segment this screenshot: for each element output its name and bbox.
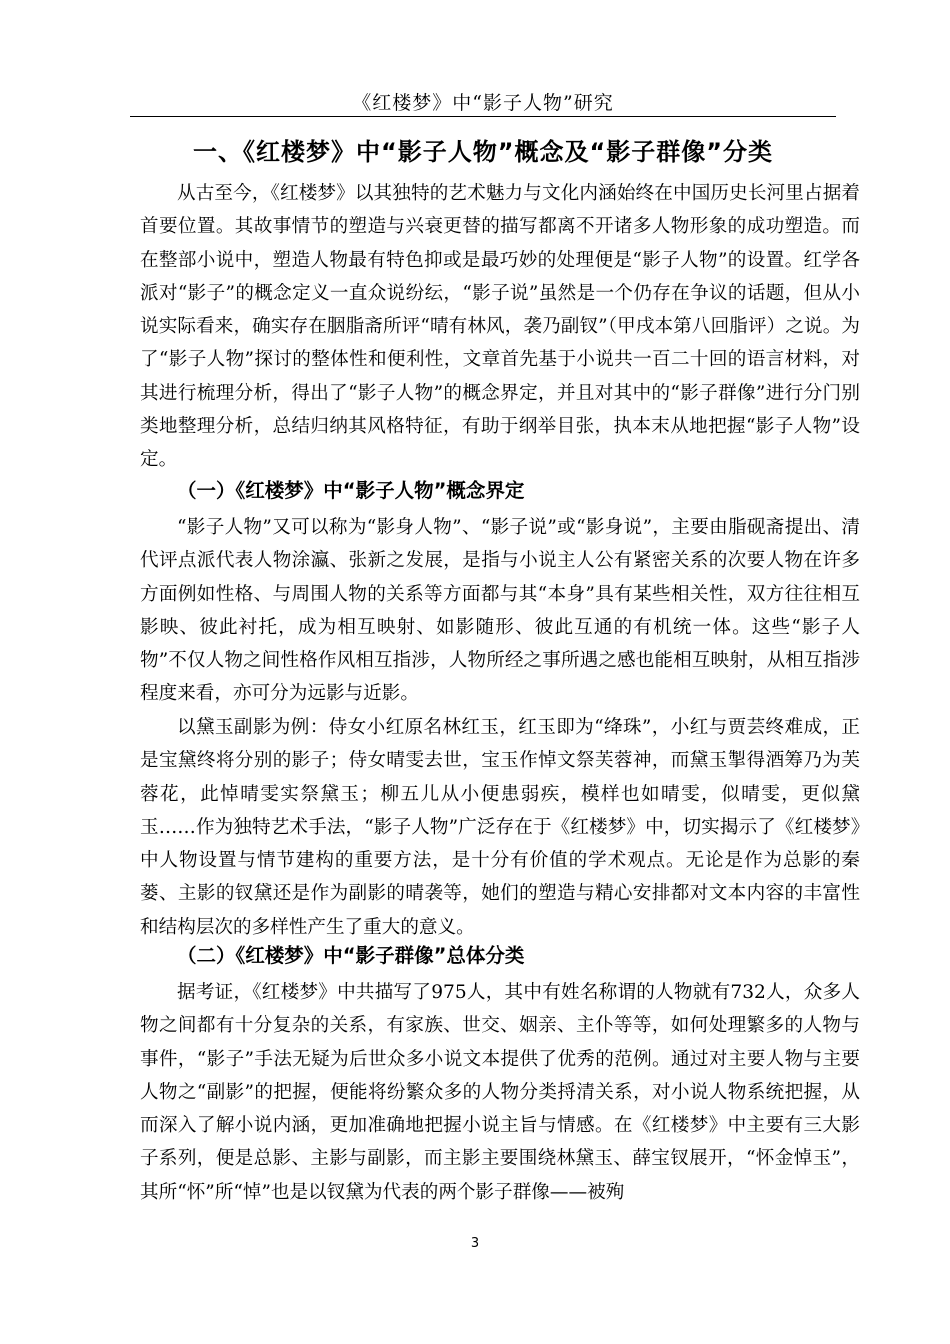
chapter-title: 一、《红楼梦》中“影子人物”概念及“影子群像”分类 xyxy=(192,138,774,166)
intro-paragraph: 从古至今，《红楼梦》以其独特的艺术魅力与文化内涵始终在中国历史长河里占据着首要位置。其故事情节的塑造与兴衰更替的描写都离不开诸多人物形象的成功塑造。而在整部小说中，塑造人物最有特色抑或是最巧妙的处理便是“影子人物”的设置。红学各派对“影子”的概念定义一直众说纷纭，“影子说”虽然是一个仍存在争议的话题，但从小说实际看来，确实存在胭脂斋所评“晴有林风，袭乃副钗”（甲戌本第八回脂评）之说。为了“影子人物”探讨的整体性和便利性，文章首先基于小说共一百二十回的语言材料，对其进行梳理分析，得出了“影子人物”的概念界定，并且对其中的“影子群像”进行分门别类地整理分析，总结归纳其风格特征，有助于纲举目张，执本末从地把握“影子人物”设定。 xyxy=(140,183,860,471)
section-1-title: （一）《红楼梦》中“影子人物”概念界定 xyxy=(177,479,525,502)
section-2-title: （二）《红楼梦》中“影子群像”总体分类 xyxy=(177,944,525,967)
page-number: 3 xyxy=(470,1236,480,1251)
section-1-paragraph-1: “影子人物”又可以称为“影身人物”、“影子说”或“影身说”，主要由脂砚斋提出、清代评点派代表人物涂瀛、张新之发展，是指与小说主人公有紧密关系的次要人物在许多方面例如性格、与周围人物的关系等方面都与其“本身”具有某些相关性，双方往往相互影映、彼此衬托，成为相互映射、如影随形、彼此互通的有机统一体。这些“影子人物”不仅人物之间性格作风相互指涉，人物所经之事所遇之感也能相互映射，从相互指涉程度来看，亦可分为远影与近影。 xyxy=(140,517,860,705)
section-1-paragraph-2: 以黛玉副影为例：侍女小红原名林红玉，红玉即为“绛珠”，小红与贾芸终难成，正是宝黛终将分别的影子；侍女晴雯去世，宝玉作悼文祭芙蓉神，而黛玉掣得酒筹乃为芙蓉花，此悼晴雯实祭黛玉；柳五儿从小便患弱疾，模样也如晴雯，似晴雯，更似黛玉……作为独特艺术手法，“影子人物”广泛存在于《红楼梦》中，切实揭示了《红楼梦》中人物设置与情节建构的重要方法，是十分有价值的学术观点。无论是作为总影的秦蒌、主影的钗黛还是作为副影的晴袭等，她们的塑造与精心安排都对文本内容的丰富性和结构层次的多样性产生了重大的意义。 xyxy=(140,717,860,938)
header-rule xyxy=(130,116,836,117)
running-header: 《红楼梦》中“影子人物”研究 xyxy=(352,92,614,114)
section-2-paragraph: 据考证，《红楼梦》中共描写了975人，其中有姓名称谓的人物就有732人，众多人物之间都有十分复杂的关系，有家族、世交、姻亲、主仆等等，如何处理繁多的人物与事件，“影子”手法无疑为后世众多小说文本提供了优秀的范例。通过对主要人物与主要人物之“副影”的把握，便能将纷繁众多的人物分类捋清关系，对小说人物系统把握，从而深入了解小说内涵，更加准确地把握小说主旨与情感。在《红楼梦》中主要有三大影子系列，便是总影、主影与副影，而主影主要围绕林黛玉、薛宝钗展开，“怀金悼玉”，其所“怀”所“悼”也是以钗黛为代表的两个影子群像——被殉 xyxy=(140,982,860,1203)
